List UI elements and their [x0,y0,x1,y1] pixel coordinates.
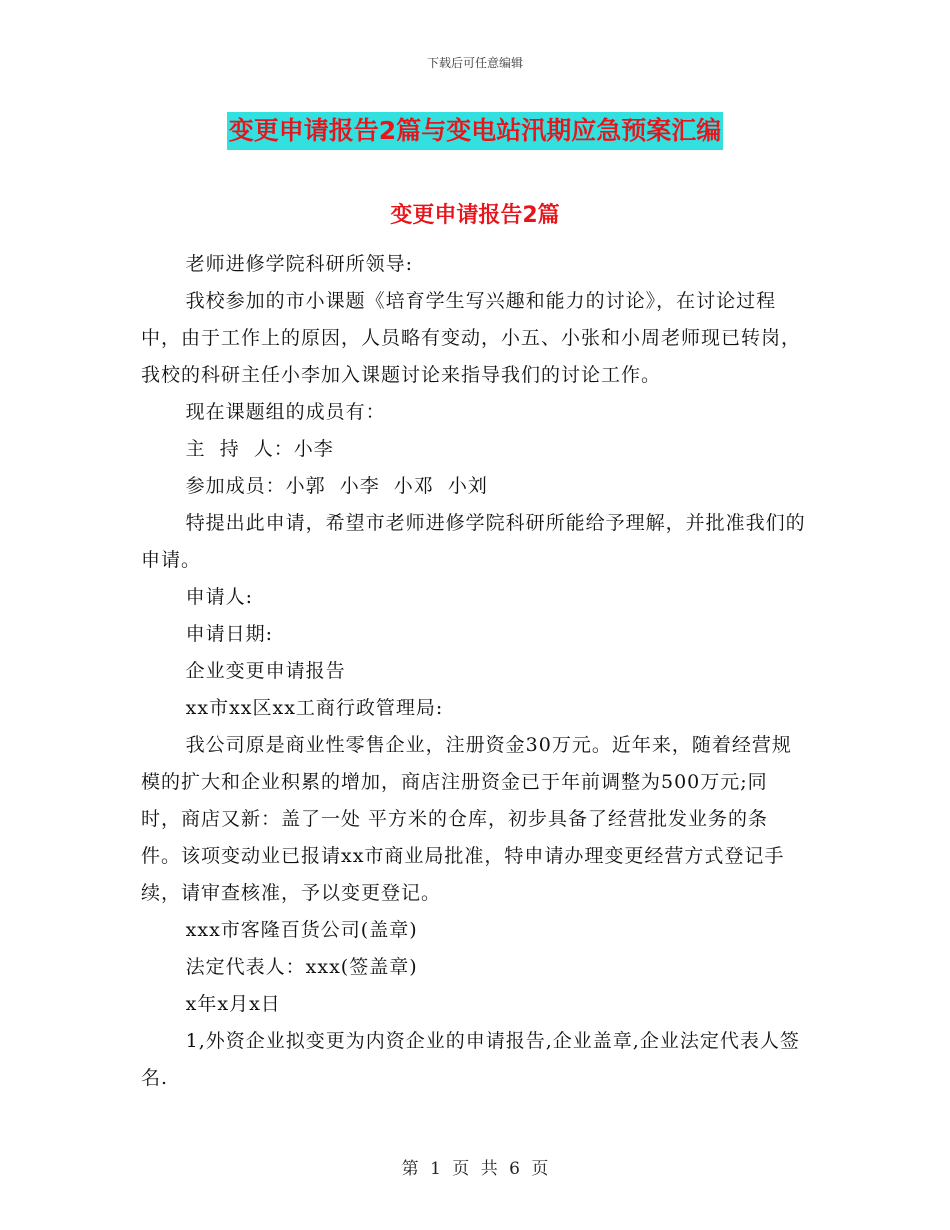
paragraph: 1,外资企业拟变更为内资企业的申请报告,企业盖章,企业法定代表人签名. [141,1030,800,1089]
paragraph: 特提出此申请，希望市老师进修学院科研所能给予理解，并批准我们的申请。 [141,512,806,571]
page-footer: 第 1 页 共 6 页 [401,1159,549,1179]
document-title [0,112,950,150]
paragraph: 主 持 人：小李 [185,438,334,460]
paragraph: 申请人: [185,586,254,608]
section-title: 变更申请报告2篇 [390,203,560,228]
paragraph: 我公司原是商业性零售企业，注册资金30万元。近年来，随着经营规模的扩大和企业积累的增加，商店注册资金已于年前调整为500万元;同时，商店又新：盖了一处 平方米的仓库，初步具备了经营批发业务的条件。该项变动业已报请xx市商业局批准，特申请办理变更经营方式登记手续，请审查核准，予以变更登记。 [141,734,792,904]
document-body [141,246,807,1097]
paragraph: 参加成员：小郭 小李 小邓 小刘 [185,475,488,497]
header-note: 下载后可任意编辑 [426,56,523,70]
paragraph: 法定代表人：xxx(签盖章) [185,956,418,978]
paragraph: 我校参加的市小课题《培育学生写兴趣和能力的讨论》，在讨论过程中，由于工作上的原因，人员略有变动，小五、小张和小周老师现已转岗，我校的科研主任小李加入课题讨论来指导我们的讨论工作。 [141,290,802,386]
paragraph: 企业变更申请报告 [185,660,346,682]
paragraph: x年x月x日 [185,993,281,1015]
paragraph: 申请日期: [185,623,274,645]
paragraph: 现在课题组的成员有： [185,401,386,423]
document-title-text: 变更申请报告2篇与变电站汛期应急预案汇编 [227,112,723,150]
paragraph: xxx市客隆百货公司(盖章) [185,919,418,941]
paragraph: xx市xx区xx工商行政管理局: [185,697,444,719]
paragraph: 老师进修学院科研所领导: [185,253,414,275]
